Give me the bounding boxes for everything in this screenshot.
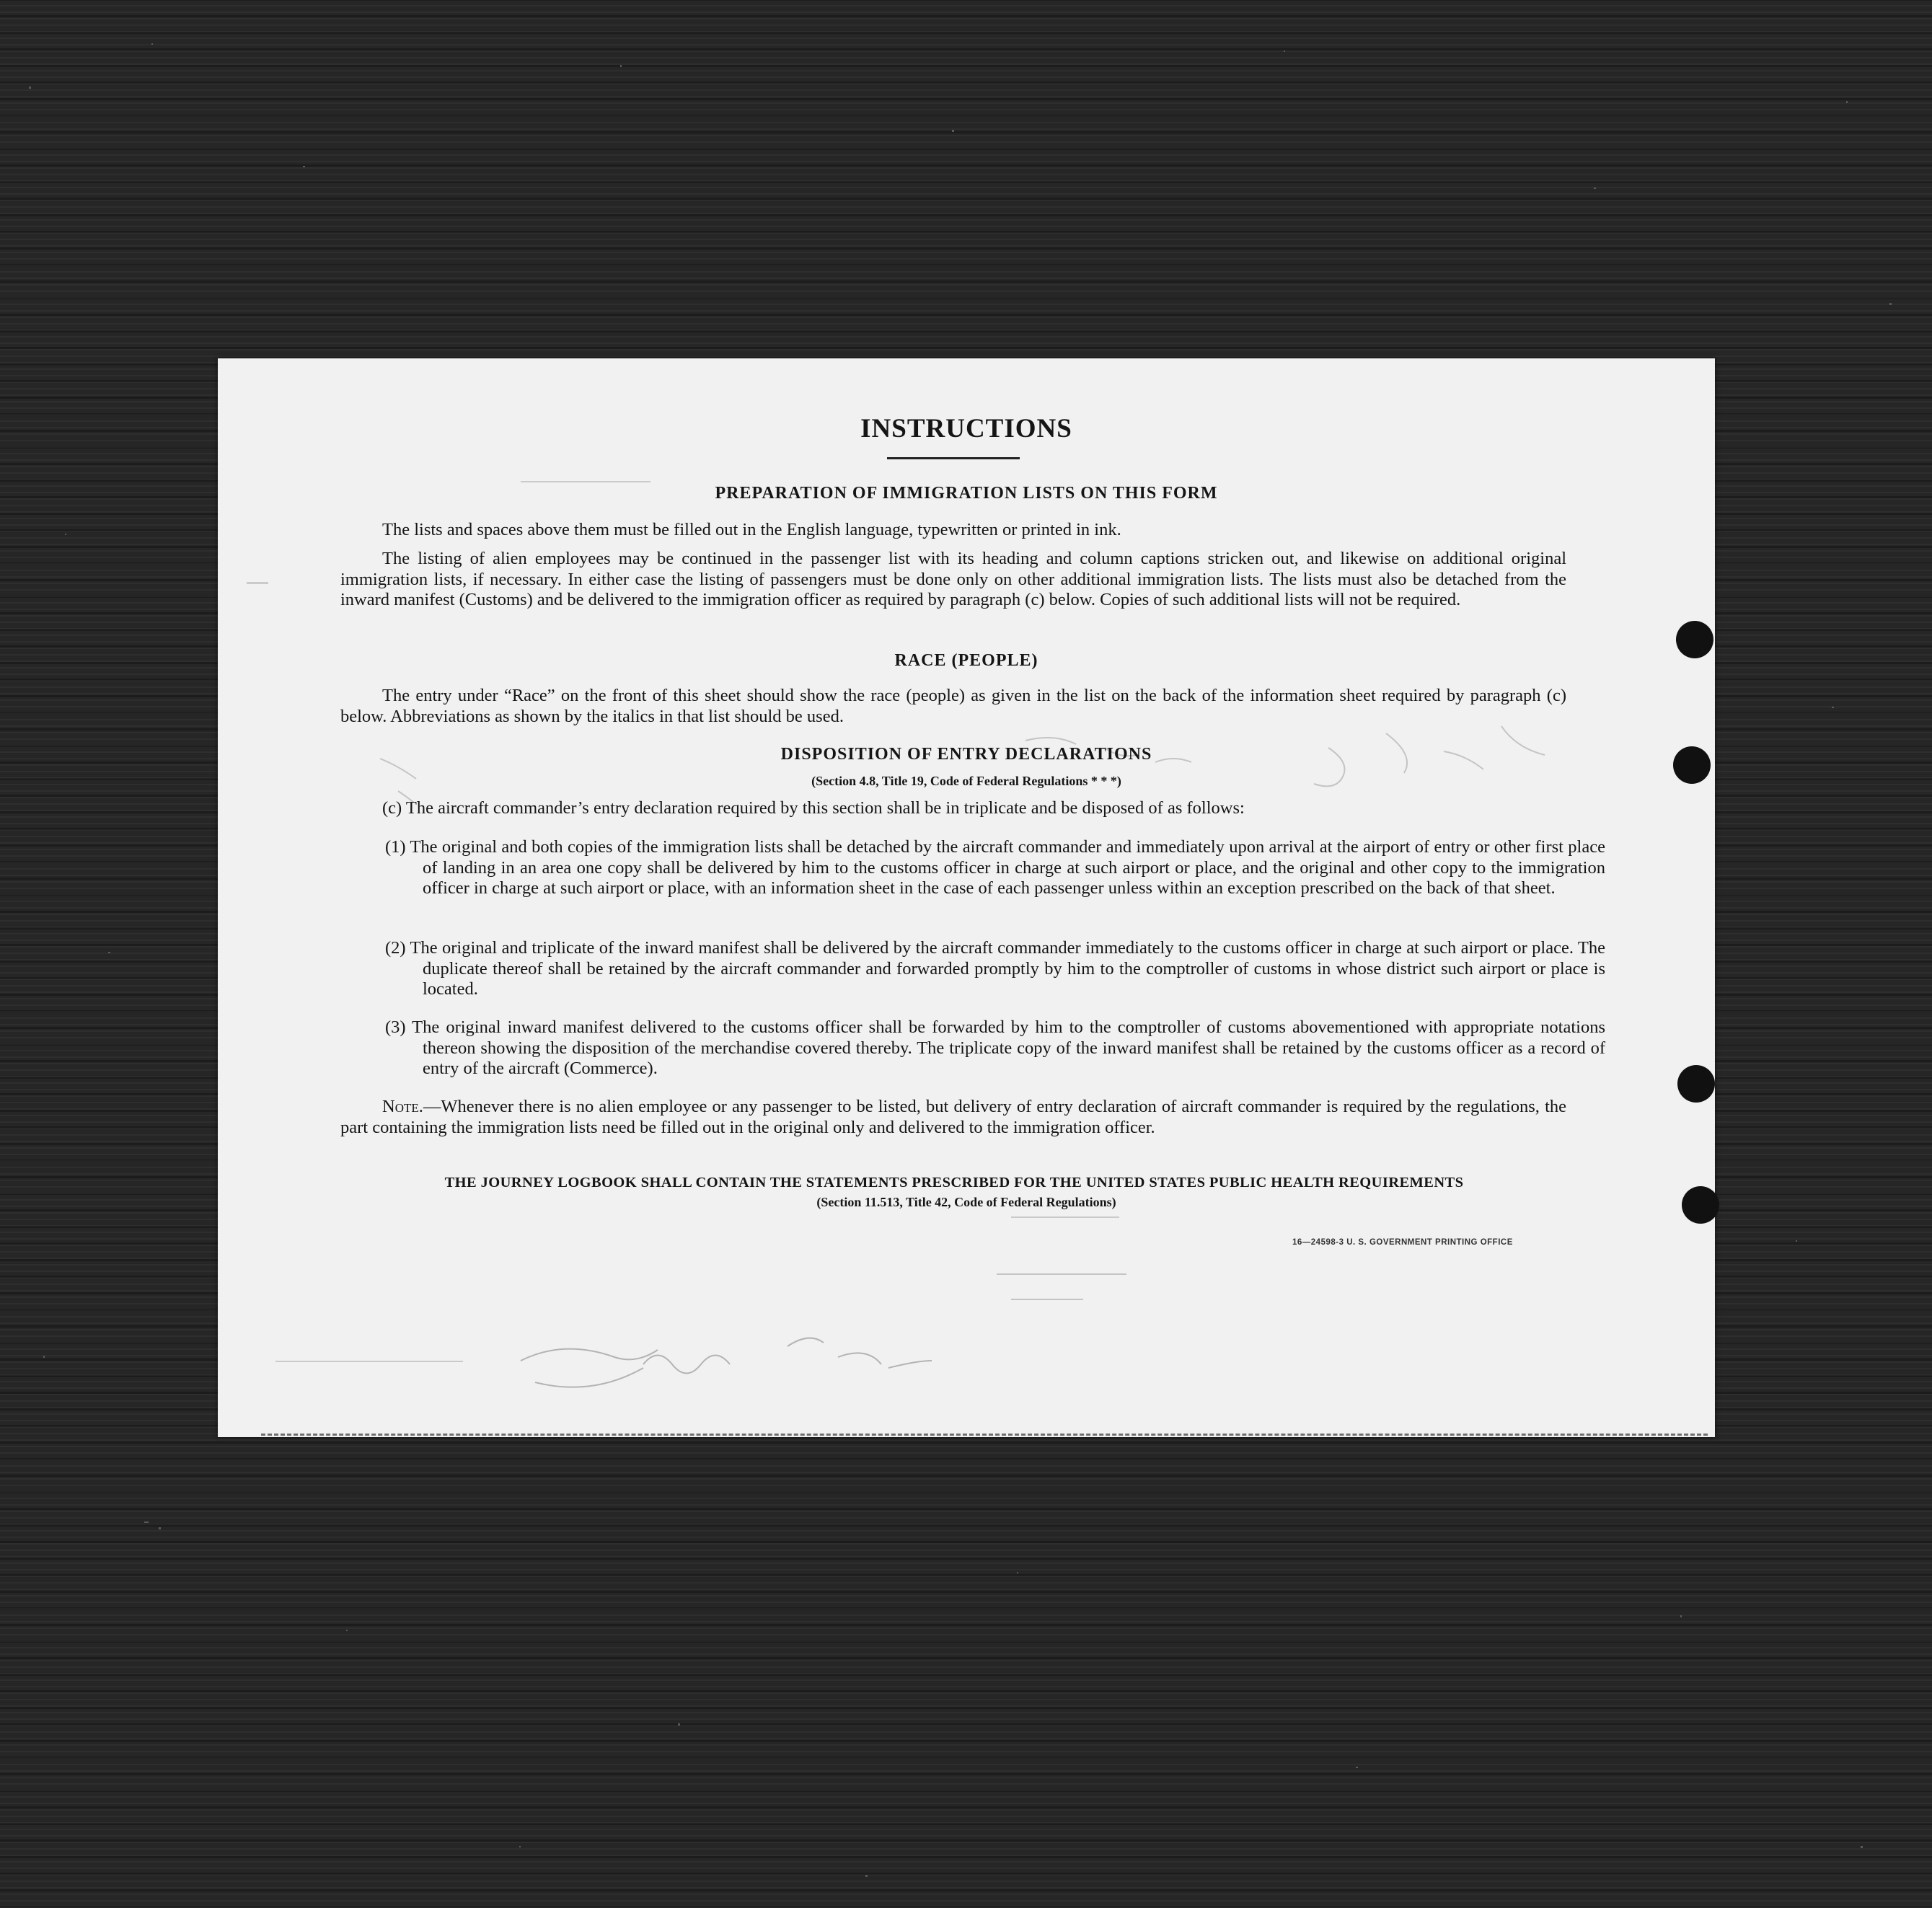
title-underline: [887, 457, 1020, 459]
disposition-intro: (c) The aircraft commander’s entry declaration required by this section shall be in triplicate and be disposed of as follows:: [382, 798, 1245, 818]
note-label: Note.: [382, 1097, 423, 1116]
health-statement: THE JOURNEY LOGBOOK SHALL CONTAIN THE STATEMENTS PRESCRIBED FOR THE UNITED STATES PUBLIC HEALTH REQUIREMENTS: [444, 1175, 1464, 1191]
disposition-citation: (Section 4.8, Title 19, Code of Federal Regulations * * *): [811, 774, 1121, 788]
perforated-edge: [261, 1434, 1708, 1436]
preparation-paragraph-1: The lists and spaces above them must be filled out in the English language, typewritten or printed in ink.: [382, 520, 1121, 539]
punch-hole-3: [1677, 1065, 1715, 1103]
preparation-paragraph-2: The listing of alien employees may be continued in the passenger list with its heading and column captions stricken out, and likewise on additional original immigration lists, if necessary. In either case the listing of passengers must be done only on other additional immigration lists. The lists must also be detached from the inward manifest (Customs) and be delivered to the immigration officer as required by paragraph (c) below. Copies of such additional lists will not be required.: [340, 549, 1566, 609]
printer-mark: 16—24598-3 U. S. GOVERNMENT PRINTING OFFICE: [1292, 1238, 1513, 1247]
disposition-item-2: (2) The original and triplicate of the inward manifest shall be delivered by the aircraft commander immediately to the customs officer in charge at such airport or place. The duplicate thereof shall be retained by the aircraft commander and forwarded promptly by him to the comptroller of customs in whose district such airport or place is located.: [385, 938, 1605, 999]
disposition-heading: DISPOSITION OF ENTRY DECLARATIONS: [780, 745, 1152, 764]
instruction-sheet: [218, 358, 1715, 1437]
race-paragraph: The entry under “Race” on the front of this sheet should show the race (people) as given in the list on the back of the information sheet required by paragraph (c) below. Abbreviations as shown by the italics in that list should be used.: [340, 686, 1566, 726]
note-text: —Whenever there is no alien employee or any passenger to be listed, but delivery of entry declaration of aircraft commander is required by the regulations, the part containing the immigration lists need be filled out in the original only and delivered to the immigration officer.: [340, 1097, 1566, 1137]
health-citation: (Section 11.513, Title 42, Code of Federal Regulations): [816, 1195, 1116, 1209]
race-heading: RACE (PEOPLE): [894, 651, 1038, 670]
disposition-item-3: (3) The original inward manifest delivered to the customs officer shall be forwarded by him to the comptroller of customs abovementioned with appropriate notations thereon showing the disposition of the merchandise covered thereby. The triplicate copy of the inward manifest shall be retained by the customs officer as a record of entry of the aircraft (Commerce).: [385, 1017, 1605, 1078]
preparation-heading: PREPARATION OF IMMIGRATION LISTS ON THIS FORM: [715, 484, 1218, 503]
document-title: INSTRUCTIONS: [860, 414, 1072, 443]
note-paragraph: [340, 1097, 1566, 1138]
disposition-item-1: (1) The original and both copies of the immigration lists shall be detached by the aircraft commander and immediately upon arrival at the airport of entry or other first place of landing in an area one copy shall be delivered by him to the customs officer in charge at such airport or place, and the original and other copy to the immigration officer in charge at such airport or place, with an information sheet in the case of each passenger unless within an exception prescribed on the back of that sheet.: [385, 837, 1605, 898]
